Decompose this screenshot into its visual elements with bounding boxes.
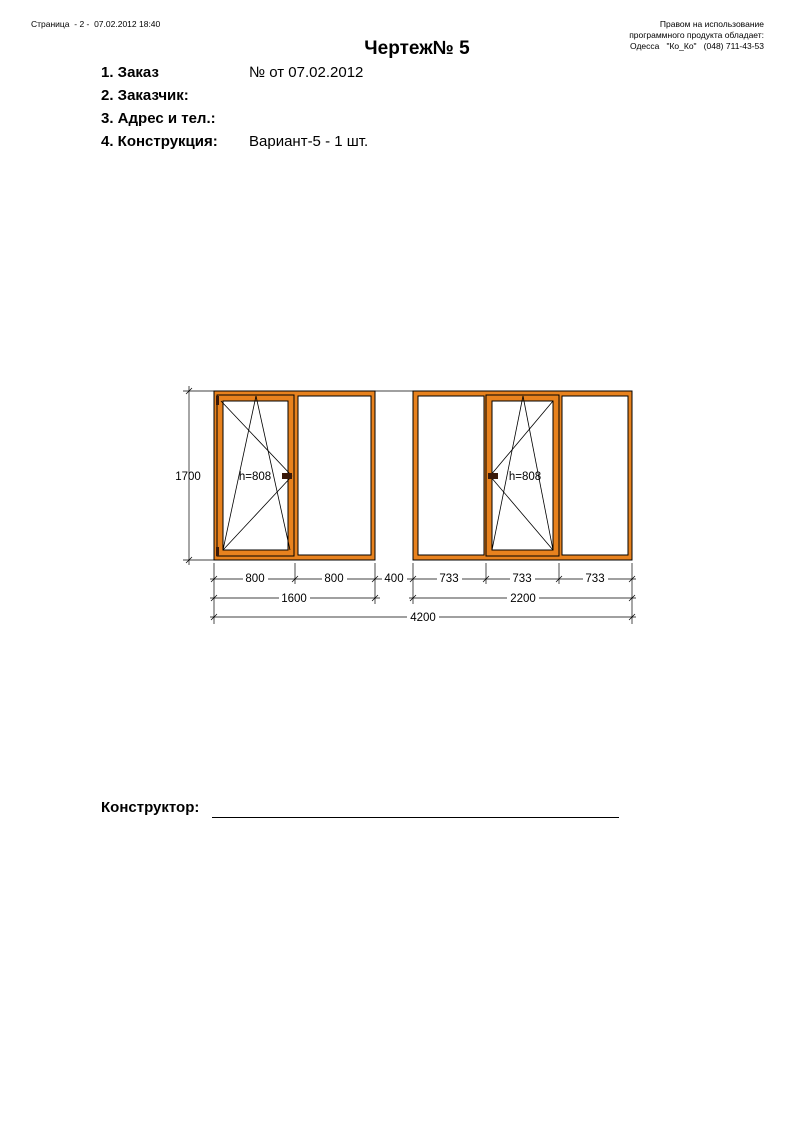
dim-4200: 4200 <box>410 612 436 624</box>
rights-line-1: Правом на использование <box>659 19 764 29</box>
height-label: 1700 <box>175 471 201 483</box>
handle-icon <box>488 473 498 479</box>
page-info: Страница - 2 - 07.02.2012 18:40 <box>31 19 161 29</box>
left-unit <box>214 391 375 560</box>
rights-line-3: Одесса "Ко_Ко" (048) 711-43-53 <box>630 41 764 51</box>
hinge-icon <box>216 547 219 556</box>
info-customer <box>101 86 249 108</box>
handle-icon <box>282 473 292 479</box>
dimension-row-2 <box>210 595 636 601</box>
info-label: 3. Адрес и тел.: <box>101 110 216 127</box>
info-value: № от 07.02.2012 <box>249 64 364 81</box>
dim-800-left: 800 <box>245 573 265 585</box>
info-construction <box>101 132 368 154</box>
info-address <box>101 109 249 131</box>
document-title: Чертеж№ 5 <box>364 38 470 59</box>
dim-733-c: 733 <box>585 573 605 585</box>
info-order <box>101 63 363 85</box>
designer-label: Конструктор: <box>101 799 200 816</box>
dim-1600: 1600 <box>281 593 307 605</box>
hinge-icon <box>216 396 219 405</box>
window-drawing <box>170 383 650 628</box>
info-label: 1. Заказ <box>101 64 159 81</box>
rights-line-2: программного продукта обладает: <box>629 30 764 40</box>
dim-733-b: 733 <box>512 573 532 585</box>
right-unit <box>413 391 632 560</box>
dim-733-a: 733 <box>439 573 459 585</box>
info-label: 4. Конструкция: <box>101 133 218 150</box>
dim-800-right: 800 <box>324 573 344 585</box>
dim-2200: 2200 <box>510 593 536 605</box>
signature-line <box>212 817 619 818</box>
info-value: Вариант-5 - 1 шт. <box>249 133 369 150</box>
info-label: 2. Заказчик: <box>101 87 189 104</box>
dim-400-gap: 400 <box>384 573 404 585</box>
sash-height-label: h=808 <box>508 471 542 483</box>
sash-height-label: h=808 <box>238 471 272 483</box>
